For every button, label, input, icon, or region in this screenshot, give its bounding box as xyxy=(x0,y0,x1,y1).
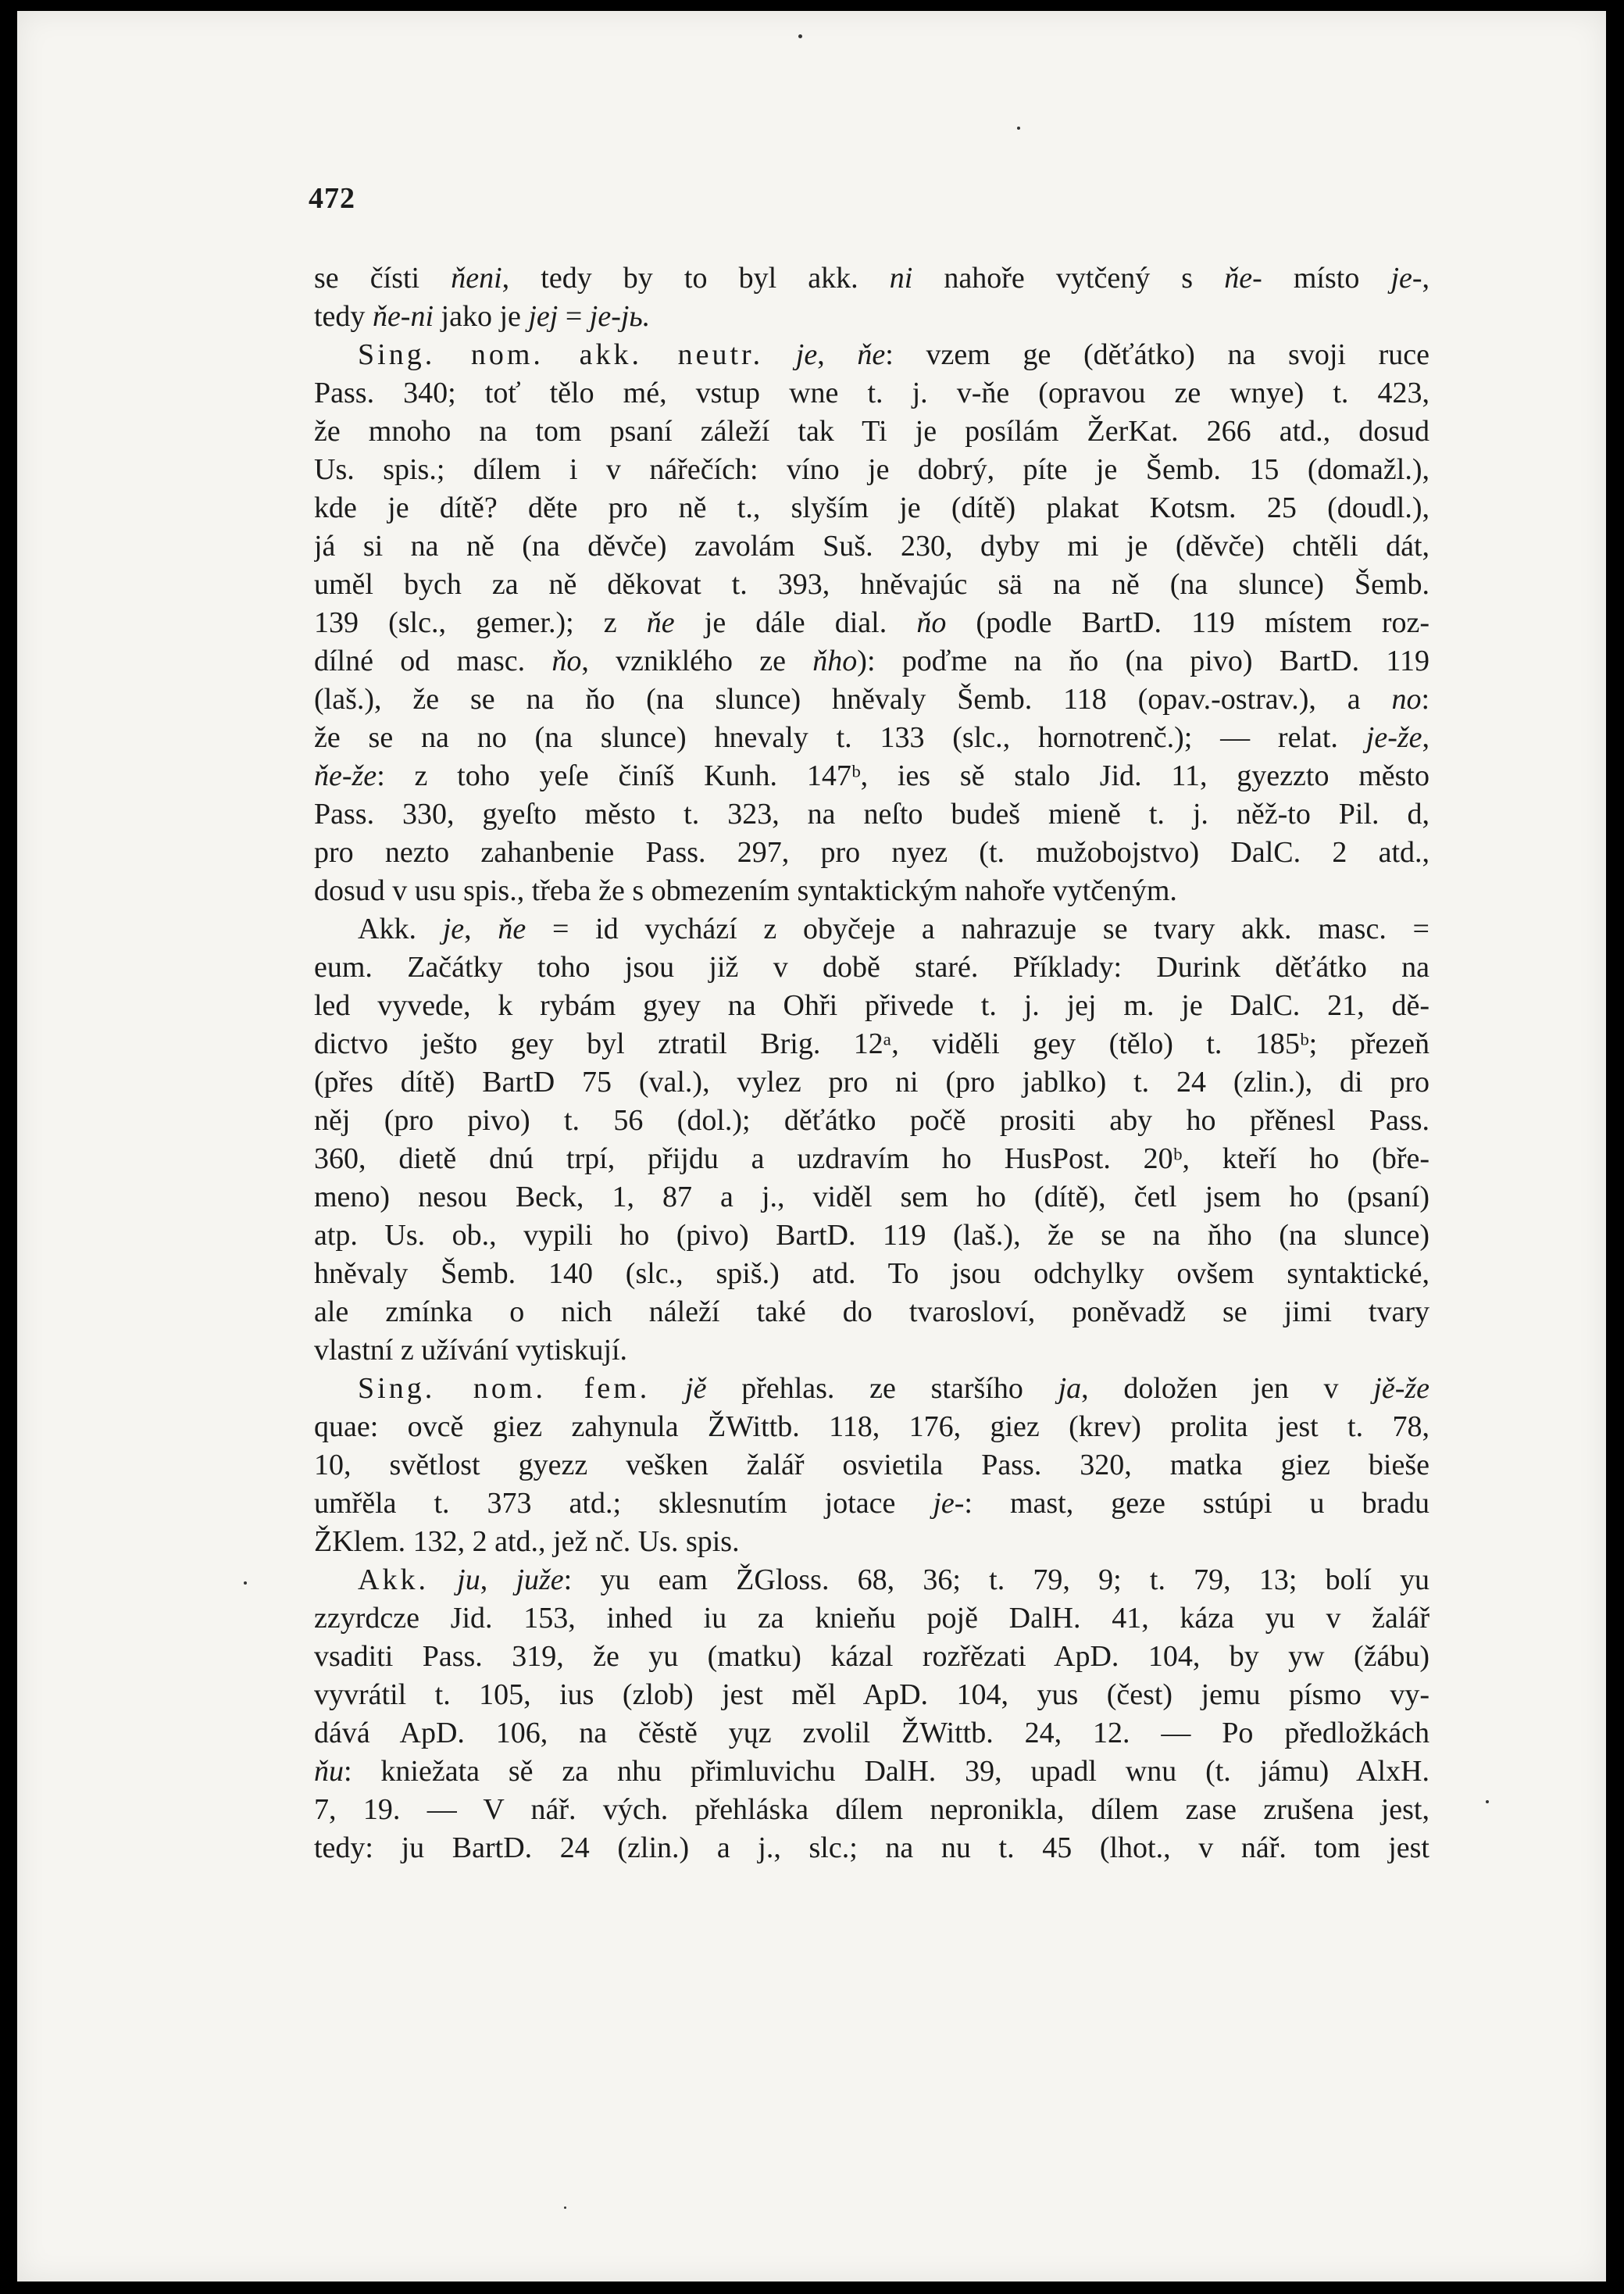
text-segment: pro nezto zahanbenie Pass. 297, pro nyez (t. mužobojstvo) DalC. 2 atd., xyxy=(314,836,1429,869)
scan-speck xyxy=(1486,1800,1489,1803)
italic-form: ňe xyxy=(498,913,526,945)
text-line xyxy=(314,1063,1429,1102)
text-segment: = id vychází z obyčeje a nahrazuje se tvary akk. masc. = xyxy=(526,913,1429,945)
text-line xyxy=(314,1638,1429,1676)
text-line xyxy=(314,1217,1429,1255)
italic-form: ňo xyxy=(916,606,947,639)
italic-form: ňu xyxy=(314,1755,344,1788)
text-line xyxy=(314,1791,1429,1829)
text-segment: 360, dietě dnú trpí, přijdu a uzdravím ho HusPost. 20ᵇ, kteří ho (bře- xyxy=(314,1142,1429,1175)
text-segment: kde je dítě? děte pro ně t., slyším je (dítě) plakat Kotsm. 25 (doudl.), xyxy=(314,491,1429,524)
text-segment: , xyxy=(480,1563,516,1596)
text-segment: 139 (slc., gemer.); z xyxy=(314,606,647,639)
text-segment: vsaditi Pass. 319, že yu (matku) kázal rozřězati ApD. 104, by yw (žábu) xyxy=(314,1640,1429,1673)
text-line xyxy=(314,489,1429,527)
text-line xyxy=(314,1829,1429,1867)
text-segment: : mast, geze sstúpi u bradu xyxy=(964,1487,1429,1520)
italic-form: je xyxy=(442,913,465,945)
text-segment xyxy=(429,1563,457,1596)
text-line xyxy=(314,1178,1429,1217)
text-line xyxy=(314,1370,1429,1408)
text-segment: já si na ně (na děvče) zavolám Suš. 230, dyby mi je (děvče) chtěli dát, xyxy=(314,530,1429,563)
text-segment: , vzniklého ze xyxy=(581,645,813,677)
text-line xyxy=(314,834,1429,872)
text-segment: , xyxy=(1422,721,1429,754)
text-line xyxy=(314,910,1429,949)
text-line xyxy=(314,1446,1429,1485)
text-line xyxy=(314,949,1429,987)
text-line xyxy=(314,681,1429,719)
scanned-page xyxy=(17,11,1606,2281)
text-segment: ŽKlem. 132, 2 atd., jež nč. Us. spis. xyxy=(314,1525,740,1558)
text-line xyxy=(314,1102,1429,1140)
text-segment: Us. spis.; dílem i v nářečích: víno je dobrý, píte je Šemb. 15 (domažl.), xyxy=(314,453,1429,486)
text-line xyxy=(314,259,1429,298)
text-segment: ale zmínka o nich náleží také do tvarosloví, poněvadž se jimi tvary xyxy=(314,1295,1429,1328)
text-line xyxy=(314,374,1429,413)
text-segment: se čísti xyxy=(314,262,452,295)
text-segment: , xyxy=(817,338,858,371)
text-line xyxy=(314,1331,1429,1370)
text-line xyxy=(314,987,1429,1025)
text-segment: dosud v usu spis., třeba že s obmezením syntaktickým nahoře vytčeným. xyxy=(314,874,1177,907)
text-line xyxy=(314,1408,1429,1446)
italic-form: juže xyxy=(516,1563,564,1596)
text-segment: 7, 19. — V nář. vých. přehláska dílem nepronikla, dílem zase zrušena jest, xyxy=(314,1793,1429,1826)
text-line xyxy=(314,1599,1429,1638)
text-segment: quae: ovcě giez zahynula ŽWittb. 118, 176, giez (krev) prolita jest t. 78, xyxy=(314,1410,1429,1443)
text-line xyxy=(314,413,1429,451)
text-line xyxy=(314,566,1429,604)
text-line xyxy=(314,1255,1429,1293)
italic-form: no xyxy=(1391,683,1422,716)
italic-form: ňo xyxy=(551,645,582,677)
italic-form: ja xyxy=(1058,1372,1082,1405)
text-line xyxy=(314,1714,1429,1753)
text-segment: meno) nesou Beck, 1, 87 a j., viděl sem ho (dítě), četl jsem ho (psaní) xyxy=(314,1181,1429,1213)
italic-form: je- xyxy=(933,1487,965,1520)
text-segment: že mnoho na tom psaní záleží tak Ti je posílám ŽerKat. 266 atd., dosud xyxy=(314,415,1429,448)
text-segment: ): poďme na ňo (na pivo) BartD. 119 xyxy=(857,645,1429,677)
text-segment: tedy: ju BartD. 24 (zlin.) a j., slc.; na nu t. 45 (lhot., v nář. tom jest xyxy=(314,1831,1429,1864)
text-line xyxy=(314,1523,1429,1561)
text-segment: Akk. xyxy=(358,913,443,945)
text-line xyxy=(314,719,1429,757)
text-line xyxy=(314,757,1429,795)
text-line xyxy=(314,527,1429,566)
italic-form: ňeni xyxy=(451,262,502,295)
text-segment: : yu eam ŽGloss. 68, 36; t. 79, 9; t. 79, 13; bolí yu xyxy=(563,1563,1429,1596)
scan-speck xyxy=(564,2206,566,2209)
text-segment: led vyvede, k rybám gyey na Ohři přivede t. j. jej m. je DalC. 21, dě- xyxy=(314,989,1429,1022)
spaced-heading: Akk. xyxy=(358,1563,429,1596)
text-segment: místo xyxy=(1262,262,1391,295)
text-line xyxy=(314,1753,1429,1791)
text-line xyxy=(314,1676,1429,1714)
italic-form: ňho xyxy=(812,645,858,677)
text-segment: vlastní z užívání vytiskují. xyxy=(314,1334,628,1367)
text-segment: nahoře vytčený s xyxy=(912,262,1225,295)
text-segment: hněvaly Šemb. 140 (slc., spiš.) atd. To jsou odchylky ovšem syntaktické, xyxy=(314,1257,1429,1290)
text-line xyxy=(314,872,1429,910)
text-line xyxy=(314,604,1429,642)
italic-form: ňe xyxy=(857,338,886,371)
text-segment: dává ApD. 106, na čěstě yųz zvolil ŽWittb. 24, 12. — Po předložkách xyxy=(314,1717,1429,1749)
text-line xyxy=(314,1561,1429,1599)
text-line xyxy=(314,642,1429,681)
text-line xyxy=(314,1140,1429,1178)
text-segment: uměl bych za ně děkovat t. 393, hněvajúc sä na ně (na slunce) Šemb. xyxy=(314,568,1429,601)
text-segment: Pass. 330, gyeſto město t. 323, na neſto budeš mieně t. j. něž-to Pil. d, xyxy=(314,798,1429,831)
text-line xyxy=(314,1025,1429,1063)
text-segment: dílné od masc. xyxy=(314,645,552,677)
text-line xyxy=(314,1485,1429,1523)
italic-form: je-že xyxy=(1365,721,1422,754)
spaced-heading: Sing. nom. akk. neutr. xyxy=(358,338,764,371)
italic-form: je- xyxy=(1390,262,1422,295)
scan-speck xyxy=(1017,127,1020,130)
page-number: 472 xyxy=(309,182,355,215)
text-segment: tedy xyxy=(314,300,373,333)
text-segment: : vzem ge (děťátko) na svoji ruce xyxy=(885,338,1429,371)
text-segment: (laš.), že se na ňo (na slunce) hněvaly Šemb. 118 (opav.-ostrav.), a xyxy=(314,683,1392,716)
text-segment: vyvrátil t. 105, ius (zlob) jest měl ApD. 104, yus (čest) jemu písmo vy- xyxy=(314,1678,1429,1711)
text-segment: eum. Začátky toho jsou již v době staré. Příklady: Durink děťátko na xyxy=(314,951,1429,984)
text-line xyxy=(314,298,1429,336)
text-segment xyxy=(650,1372,685,1405)
text-segment: , doložen jen v xyxy=(1081,1372,1374,1405)
text-segment: jako je xyxy=(434,300,529,333)
text-line xyxy=(314,336,1429,374)
text-segment: zzyrdcze Jid. 153, inhed iu za knieňu pojě DalH. 41, káza yu v žalář xyxy=(314,1602,1429,1635)
text-segment: něj (pro pivo) t. 56 (dol.); děťátko počě prositi aby ho přěnesl Pass. xyxy=(314,1104,1429,1137)
italic-form: ňe- xyxy=(1224,262,1262,295)
italic-form: jej xyxy=(528,300,559,333)
scan-speck xyxy=(244,1581,247,1585)
italic-form: je-jь. xyxy=(589,300,651,333)
text-segment: dictvo ješto gey byl ztratil Brig. 12ᵃ, viděli gey (tělo) t. 185ᵇ; přezeň xyxy=(314,1027,1429,1060)
italic-form: je xyxy=(795,338,818,371)
text-segment: 10, světlost gyezz vešken žalář osvietila Pass. 320, matka giez bieše xyxy=(314,1449,1429,1481)
text-segment: přehlas. ze staršího xyxy=(706,1372,1058,1405)
text-segment: (přes dítě) BartD 75 (val.), vylez pro ni (pro jablko) t. 24 (zlin.), di pro xyxy=(314,1066,1429,1099)
text-segment: : z toho yeſe činíš Kunh. 147ᵇ, ies sě stalo Jid. 11, gyezzto město xyxy=(377,759,1429,792)
italic-form: jě xyxy=(685,1372,707,1405)
text-segment: že se na no (na slunce) hnevaly t. 133 (slc., hornotrenč.); — relat. xyxy=(314,721,1366,754)
text-segment: atp. Us. ob., vypili ho (pivo) BartD. 119 (laš.), že se na ňho (na slunce) xyxy=(314,1219,1429,1252)
text-segment: , xyxy=(464,913,498,945)
text-segment: : kniežata sě za nhu přimluvichu DalH. 39, upadl wnu (t. jámu) AlxH. xyxy=(344,1755,1429,1788)
italic-form: ňe-že xyxy=(314,759,377,792)
scan-speck xyxy=(798,34,802,38)
text-line xyxy=(314,451,1429,489)
text-segment: : xyxy=(1421,683,1429,716)
text-segment: = xyxy=(558,300,590,333)
italic-form: ni xyxy=(889,262,913,295)
italic-form: ňe xyxy=(646,606,675,639)
italic-form: ju xyxy=(457,1563,480,1596)
text-segment xyxy=(763,338,796,371)
text-segment: je dále dial. xyxy=(674,606,917,639)
spaced-heading: Sing. nom. fem. xyxy=(358,1372,651,1405)
text-line xyxy=(314,1293,1429,1331)
text-segment: , tedy by to byl akk. xyxy=(501,262,890,295)
italic-form: jě-že xyxy=(1373,1372,1429,1405)
text-segment: , xyxy=(1422,262,1429,295)
text-segment: umřěla t. 373 atd.; sklesnutím jotace xyxy=(314,1487,933,1520)
text-segment: (podle BartD. 119 místem roz- xyxy=(946,606,1429,639)
body-text xyxy=(314,259,1429,1867)
italic-form: ňe-ni xyxy=(372,300,434,333)
text-segment: Pass. 340; toť tělo mé, vstup wne t. j. v-ňe (opravou ze wnye) t. 423, xyxy=(314,377,1429,409)
text-line xyxy=(314,795,1429,834)
